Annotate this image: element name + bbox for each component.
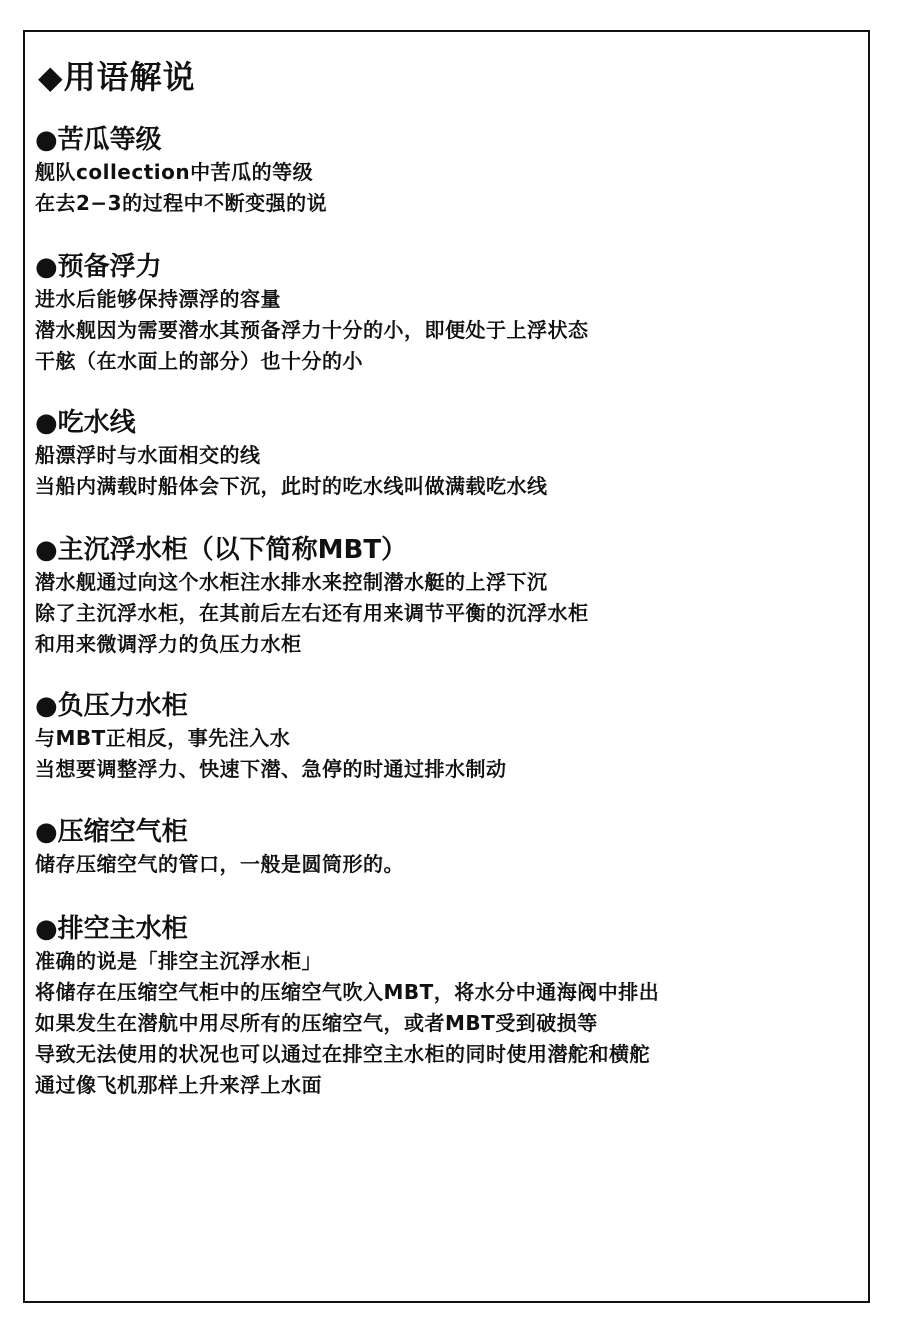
definition-line: 导致无法使用的状况也可以通过在排空主水柜的同时使用潜舵和横舵 <box>35 1042 650 1066</box>
section-bitter-melon-level <box>35 123 855 219</box>
definition-line: 舰队collection中苦瓜的等级 <box>35 160 314 184</box>
definition-line: 当船内满载时船体会下沉，此时的吃水线叫做满载吃水线 <box>35 474 548 498</box>
definition-line: 干舷（在水面上的部分）也十分的小 <box>35 349 363 373</box>
definition-line: 进水后能够保持漂浮的容量 <box>35 287 281 311</box>
definition-line: 准确的说是「排空主沉浮水柜」 <box>35 949 322 973</box>
section-negative-tank <box>35 689 855 785</box>
section-reserve-buoyancy <box>35 250 855 377</box>
section-main-ballast-tank <box>35 533 855 660</box>
term-title: ●吃水线 <box>35 408 136 438</box>
definition-line: 储存压缩空气的管口，一般是圆筒形的。 <box>35 852 404 876</box>
definition-line: 在去2−3的过程中不断变强的说 <box>35 191 328 215</box>
term-title: ●苦瓜等级 <box>35 125 162 155</box>
definition-line: 潜水舰通过向这个水柜注水排水来控制潜水艇的上浮下沉 <box>35 570 548 594</box>
definition-line: 将储存在压缩空气柜中的压缩空气吹入MBT，将水分中通海阀中排出 <box>35 980 660 1004</box>
section-compressed-air-tank <box>35 815 855 880</box>
definition-line: 通过像飞机那样上升来浮上水面 <box>35 1073 322 1097</box>
definition-line: 和用来微调浮力的负压力水柜 <box>35 632 302 656</box>
section-waterline <box>35 406 855 502</box>
definition-line: 潜水舰因为需要潜水其预备浮力十分的小，即便处于上浮状态 <box>35 318 589 342</box>
term-title: ●压缩空气柜 <box>35 817 188 847</box>
definition-line: 如果发生在潜航中用尽所有的压缩空气，或者MBT受到破损等 <box>35 1011 598 1035</box>
definition-line: 与MBT正相反，事先注入水 <box>35 726 291 750</box>
term-title: ●预备浮力 <box>35 252 162 282</box>
section-blow-main-tank <box>35 912 855 1101</box>
page-border-frame <box>23 30 870 1303</box>
definition-line: 当想要调整浮力、快速下潜、急停的时通过排水制动 <box>35 757 507 781</box>
term-title: ●排空主水柜 <box>35 914 188 944</box>
glossary-heading: ◆用语解说 <box>38 58 196 96</box>
term-title: ●负压力水柜 <box>35 691 188 721</box>
definition-line: 船漂浮时与水面相交的线 <box>35 443 261 467</box>
definition-line: 除了主沉浮水柜，在其前后左右还有用来调节平衡的沉浮水柜 <box>35 601 589 625</box>
term-title: ●主沉浮水柜（以下简称MBT） <box>35 535 408 565</box>
